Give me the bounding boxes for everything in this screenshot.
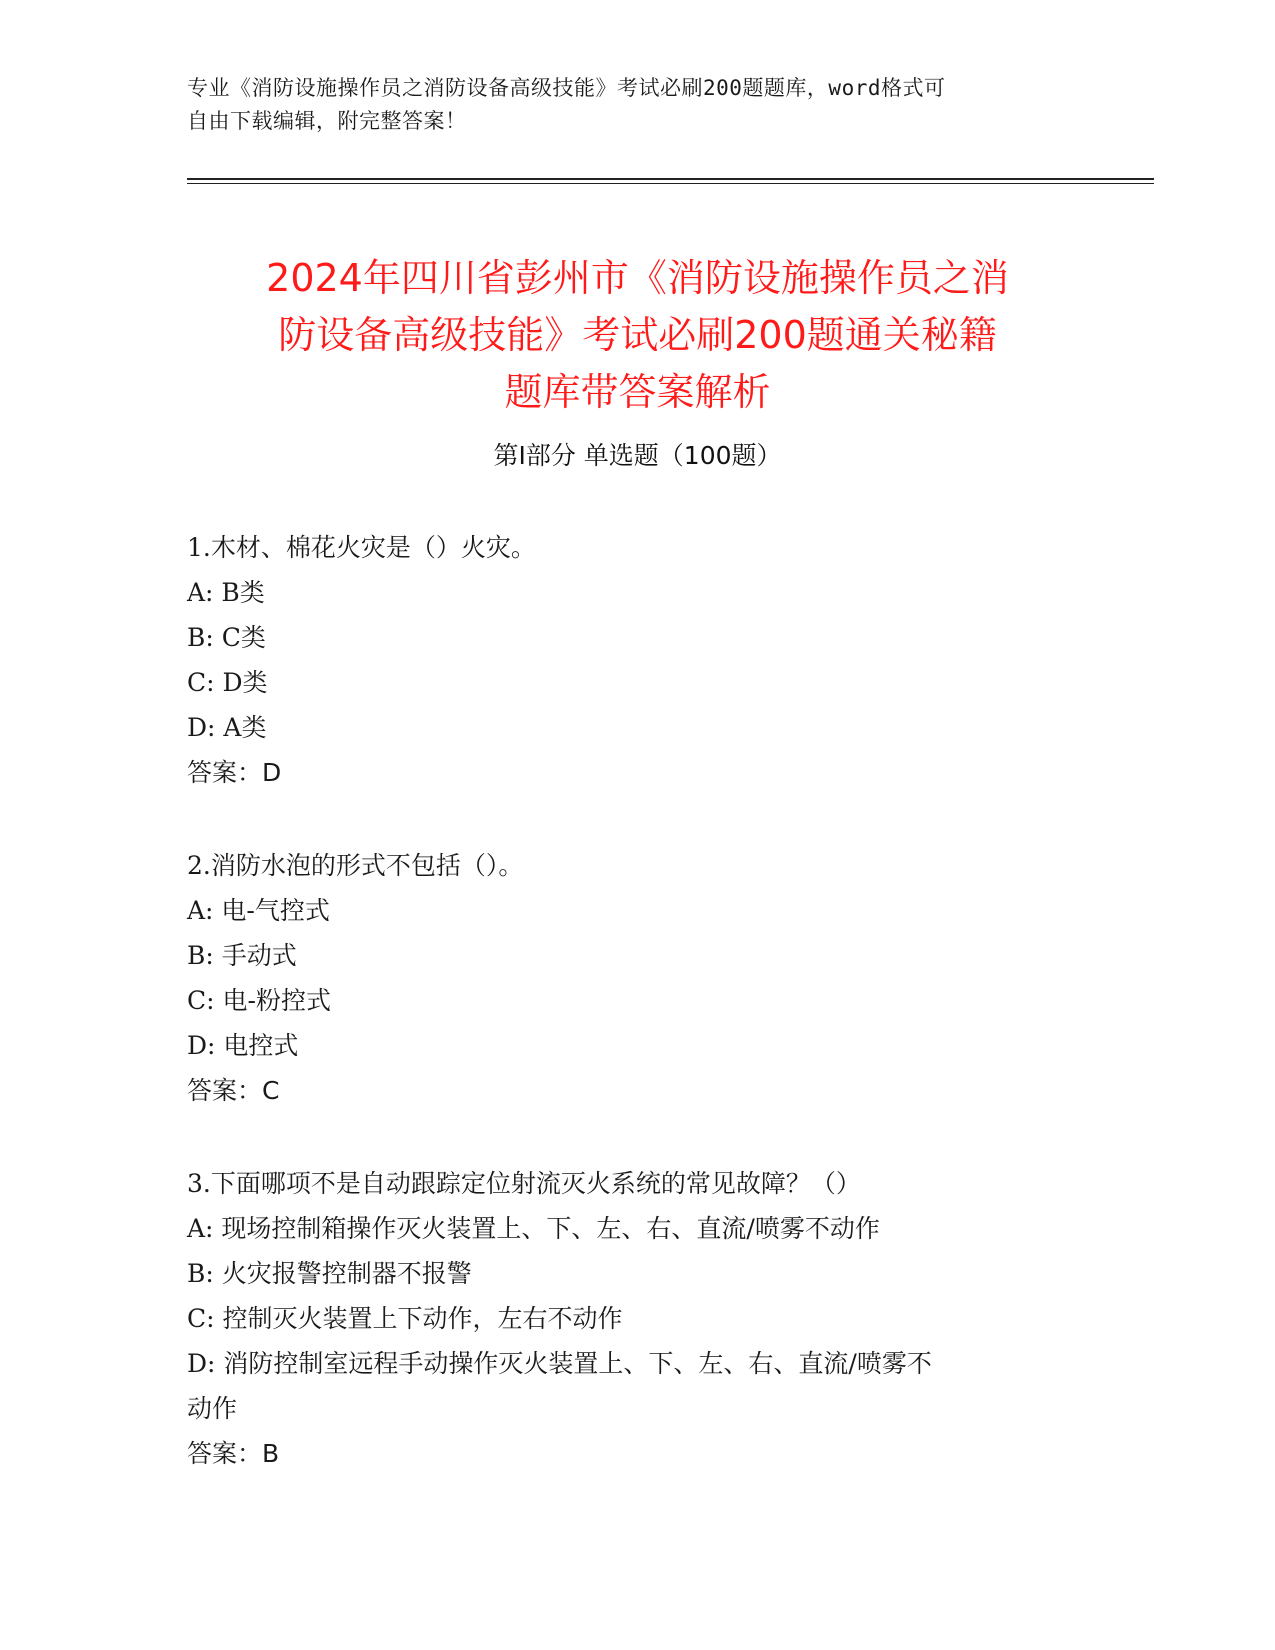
header-note — [187, 72, 1067, 138]
option-a: A: B类 — [187, 578, 265, 607]
answer: 答案：B — [187, 1439, 280, 1468]
title-line-3: 题库带答案解析 — [504, 370, 771, 415]
header-divider-thick — [187, 178, 1154, 180]
document-title — [160, 250, 1115, 421]
option-d: D: 电控式 — [187, 1031, 299, 1060]
title-line-1: 2024年四川省彭州市《消防设施操作员之消 — [266, 256, 1009, 301]
option-b: B: C类 — [187, 623, 266, 652]
header-divider-thin — [187, 183, 1154, 184]
option-d: D: A类 — [187, 713, 267, 742]
option-c: C: 控制灭火装置上下动作，左右不动作 — [187, 1304, 623, 1333]
option-c: C: D类 — [187, 668, 268, 697]
answer: 答案：D — [187, 758, 282, 787]
option-d-continuation: 动作 — [187, 1394, 238, 1423]
question-1 — [187, 525, 1067, 795]
option-c: C: 电-粉控式 — [187, 986, 331, 1015]
question-2 — [187, 843, 1067, 1113]
header-note-line-2: 自由下载编辑，附完整答案！ — [187, 109, 467, 133]
header-note-line-1: 专业《消防设施操作员之消防设备高级技能》考试必刷200题题库，word格式可 — [187, 76, 946, 100]
option-a: A: 现场控制箱操作灭火装置上、下、左、右、直流/喷雾不动作 — [187, 1214, 880, 1243]
question-stem: 2.消防水泡的形式不包括（）。 — [187, 851, 524, 880]
option-b: B: 火灾报警控制器不报警 — [187, 1259, 472, 1288]
option-d: D: 消防控制室远程手动操作灭火装置上、下、左、右、直流/喷雾不 — [187, 1349, 932, 1378]
section-heading: 第Ⅰ部分 单选题（100题） — [493, 441, 782, 470]
option-a: A: 电-气控式 — [187, 896, 330, 925]
question-3 — [187, 1161, 1067, 1476]
answer: 答案：C — [187, 1076, 280, 1105]
option-b: B: 手动式 — [187, 941, 297, 970]
title-line-2: 防设备高级技能》考试必刷200题通关秘籍 — [278, 313, 997, 358]
question-stem: 3.下面哪项不是自动跟踪定位射流灭火系统的常见故障？（） — [187, 1169, 861, 1198]
question-stem: 1.木材、棉花火灾是（）火灾。 — [187, 533, 536, 562]
